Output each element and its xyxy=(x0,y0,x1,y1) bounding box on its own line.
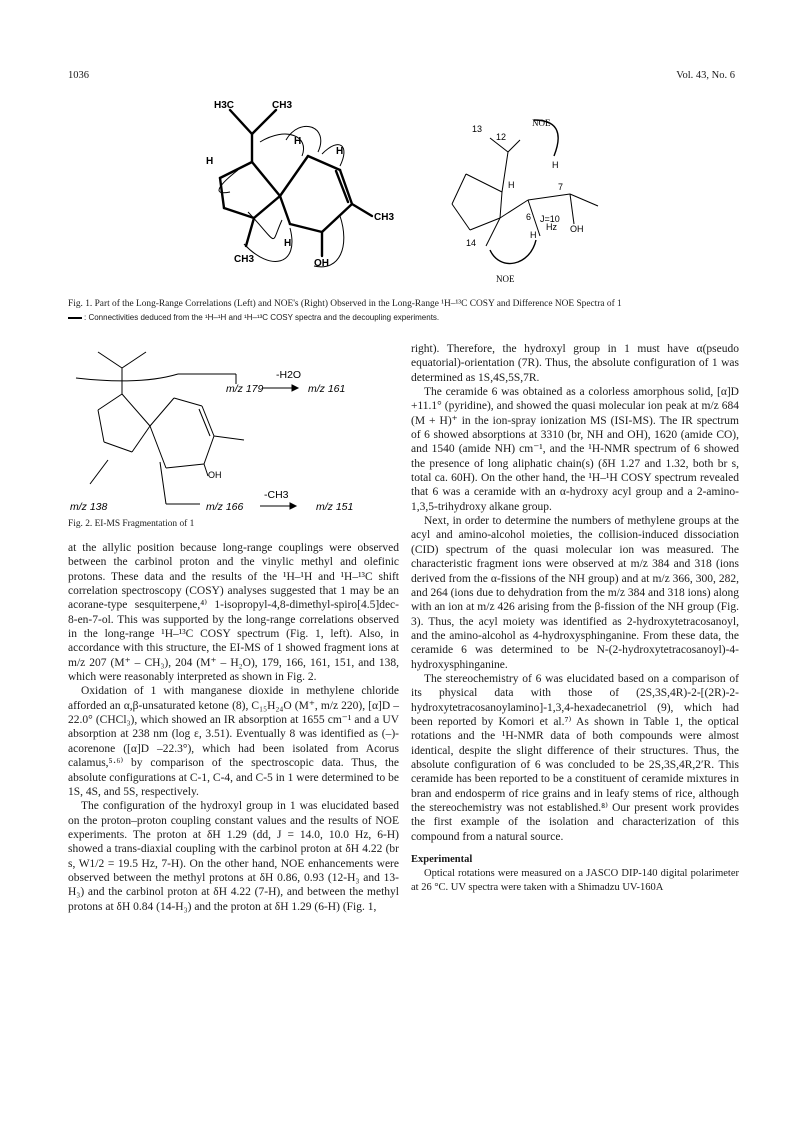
mz179-label: m/z 179 xyxy=(226,383,264,395)
j-label: J=10 xyxy=(540,214,560,224)
ch3-top-label: CH3 xyxy=(272,100,293,111)
ch3-label: -CH3 xyxy=(264,489,289,501)
noe-top-label: NOE xyxy=(532,118,551,128)
ch3-bottom-label: CH3 xyxy=(234,254,255,265)
paragraph: Next, in order to determine the numbers of methylene groups at the acyl and amino-alcohol moieties, the collision-induced dissociation (CID) spectrum of the quasi molecular ion was measured. The characteristic fragment ions were observed at m/z 384 and 318 (ions derived from the α-fissions of the NH group) and at m/z 366, 300, 282, and 264 (ions due to dehydration from the m/z 384 and 318 ions) along with an ion at m/z 426 arising from the β-fission of the NH group (Fig. 3). Thus, the acyl moiety was identified as 2-hydroxytetracosanoyl, and the amino-alcohol as 4-hydroxysphinganine. From these data, the ceramide 6 was determined to be N-(2-hydroxytetracosanoyl)-4-hydroxysphinganine. xyxy=(411,515,740,671)
figure-2-fragmentation xyxy=(68,344,388,516)
h2o-label: -H2O xyxy=(276,369,302,381)
h-label: H xyxy=(336,146,344,157)
left-column xyxy=(68,541,399,914)
label-14: 14 xyxy=(466,238,477,248)
figure-1-caption: Fig. 1. Part of the Long-Range Correlations (Left) and NOE's (Right) Observed in the Long-Range ¹H–¹³C COSY and Difference NOE Spectra of 1 : Connectivities deduced from the ¹H–¹H and ¹H–¹³C COSY spectra and the decoupling experiments. xyxy=(68,299,622,322)
h-label: H xyxy=(206,156,214,167)
label-12: 12 xyxy=(496,132,507,142)
oh-label: OH xyxy=(208,470,222,480)
label-13: 13 xyxy=(472,124,483,134)
figure-1-structures xyxy=(190,96,620,292)
right-column xyxy=(411,342,739,894)
h-label: H xyxy=(284,238,292,249)
label-6: 6 xyxy=(526,212,532,222)
paragraph: The stereochemistry of 6 was elucidated based on a comparison of its physical data with those of (2S,3S,4R)-2-[(2R)-2-hydroxytetracosanoylamino]-1,3,4-hexadecanetriol (9), which had been reported by Komori et al.⁷⁾ As shown in Table 1, the optical rotations and the ¹H-NMR data of both compounds were almost identical, despite the slight difference of their structures. Thus, the absolute configuration of 6 was concluded to be 2S,3S,4R,2′R. This ceramide has been reported to be a constituent of ceramide mixtures in bran and endosperm of rice grains and in leafy stems of rice, although the stereochemistry was not established.⁸⁾ Our present work provides the first example of the isolation and characterization of this compound from a natural source. xyxy=(411,672,739,843)
h-label: H xyxy=(508,180,515,190)
h-label: H xyxy=(552,160,559,170)
hz-label: Hz xyxy=(546,222,557,232)
paragraph: The configuration of the hydroxyl group in 1 was elucidated based on the proton–proton coupling constant values and the results of NOE experiments. The proton at δH 1.29 (dd, J = 14.0, 10.0 Hz, 6-H) showed a trans-diaxial coupling with the carbinol proton at δH 4.22 (br s, W1/2 = 19.5 Hz, 7-H). On the other hand, NOE enhancements were observed between the methyl protons at δH 0.86, 0.93 (12-H₃ and 13-H₃) and the carbinol proton at δH 4.22 (7-H), and between the methyl protons at δH 0.84 (14-H₃) and the proton at δH 1.29 (6-H) (Fig. 1, xyxy=(68,800,399,913)
oh-label: OH xyxy=(314,258,329,269)
h3c-label: H3C xyxy=(214,100,235,111)
paragraph: The ceramide 6 was obtained as a colorless amorphous solid, [α]D +11.1° (pyridine), and showed the quasi molecular ion peak at m/z 684 (M + H)⁺ in the ion-spray ionization MS (ISI-MS). The IR spectrum of 6 showed absorptions at 3310 (br, NH and OH), 1620 (amide CO), and 1540 (amide NH) cm⁻¹, and the ¹H-NMR spectrum of 6 showed the presence of long aliphatic chain(s) (δH 1.27 and 1.32, both br s, total ca. 60H). On the other hand, the ¹H–¹H COSY spectrum revealed that 6 was a ceramide with an α-hydroxy acyl group and a 2-amino-1,3,5-trihydroxy alkane group. xyxy=(411,386,739,513)
experimental-heading: Experimental xyxy=(411,854,473,866)
mz138-label: m/z 138 xyxy=(70,501,108,513)
paragraph: Oxidation of 1 with manganese dioxide in methylene chloride afforded an α,β-unsaturated ketone (8), C₁₅H₂₄O (M⁺, m/z 220), [α]D –22.0° (CHCl₃), which showed an IR absorption at 1655 cm⁻¹ and a UV absorption at 238 nm (log ε, 3.51). Eventually 8 was identified as (–)-acorenone ([α]D –22.3°), which had been isolated from Acorus calamus,⁵·⁶⁾ by comparison of the spectroscopic data. Thus, the absolute configurations at C-1, C-4, and C-5 in 1 were determined to be 1S, 4S, and 5S, respectively. xyxy=(68,685,399,798)
oh-label: OH xyxy=(570,224,584,234)
figure-2-caption: Fig. 2. EI-MS Fragmentation of 1 xyxy=(68,519,195,529)
label-7: 7 xyxy=(558,182,564,192)
paragraph: at the allylic position because long-range couplings were observed between the carbinol proton and the vinylic methyl and olefinic protons. These data and the results of the ¹H–¹H and ¹H–¹³C shift correlation spectroscopy (COSY) analyses suggested that 1 may be an acorane-type sesquiterpene,⁴⁾ 1-isopropyl-4,8-dimethyl-spiro[4.5]dec-8-en-7-ol. This was supported by the long-range correlations observed in the long-range ¹H–¹³C COSY spectrum (Fig. 1, left). Also, in accordance with this structure, the EI-MS of 1 showed fragment ions at m/z 207 (M⁺ – CH₃), 204 (M⁺ – H₂O), 179, 166, 161, 151, and 138, which were reasonably interpreted as shown in Fig. 2. xyxy=(68,542,399,684)
experimental-text: Optical rotations were measured on a JASCO DIP-140 digital polarimeter at 26 °C. UV spectra were taken with a Shimadzu UV-160A xyxy=(411,868,739,893)
mz151-label: m/z 151 xyxy=(316,501,354,513)
journal-volume: Vol. 43, No. 6 xyxy=(676,70,735,81)
paragraph: right). Therefore, the hydroxyl group in 1 must have α(pseudo equatorial)-orientation (7R). Thus, the absolute configuration of 1 was determined as 1S,4S,5S,7R. xyxy=(411,343,739,384)
mz161-label: m/z 161 xyxy=(308,383,346,395)
h-label: H xyxy=(294,136,302,147)
mz166-label: m/z 166 xyxy=(206,501,244,513)
noe-bottom-label: NOE xyxy=(496,274,515,284)
ch3-right-label: CH3 xyxy=(374,212,395,223)
page-number: 1036 xyxy=(68,70,89,81)
h-label: H xyxy=(530,230,537,240)
